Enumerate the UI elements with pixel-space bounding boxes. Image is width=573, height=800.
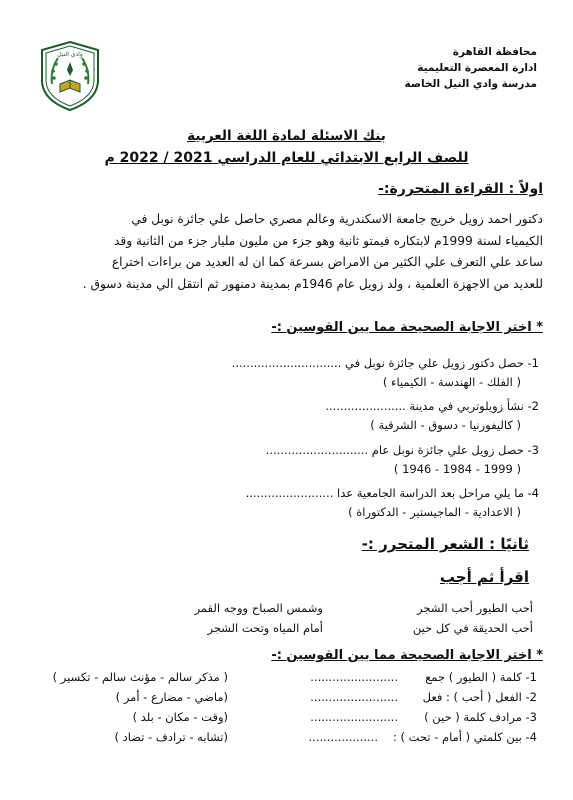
passage-line: الكيمياء لسنة 1999م لابتكاره فيمتو ثانية وهو جزء من مليون مليار جزء من الثانية وقد [114, 233, 543, 248]
passage-line: ساعد علي التعرف علي الكثير من الامراض بسرعة كما ان له العديد من براءات اختراع [111, 255, 543, 269]
poetry-question-4-options: (تشابه - ترادف - تضاد ) [114, 730, 228, 744]
passage-line: دكتور احمد زويل خريج جامعة الاسكندرية وعالم مصري حاصل علي جائزة نوبل في [131, 212, 543, 226]
question-text: 3- حصل زويل علي جائزة نوبل عام ............................ [265, 443, 539, 457]
reading-passage [27, 209, 543, 295]
poetry-question-2-dots: ........................ [310, 690, 398, 704]
question-options: ( الاعدادية - الماجيستير - الدكتوراة ) [348, 505, 521, 519]
logo-text: وادي النيل [57, 51, 83, 58]
poetry-question-4-text: 4- بين كلمتي ( أمام - تحت ) : [392, 730, 537, 744]
reading-heading: اولاً : القراءة المتحررة:- [378, 181, 543, 197]
poetry-question-3-options: (وقت - مكان - بلد ) [132, 710, 228, 724]
poetry-question-4-dots: ................... [308, 730, 378, 744]
poetry-question-2-options: (ماضي - مضارع - أمر ) [115, 690, 228, 704]
poetry-question-1-options: ( مذكر سالم - مؤنث سالم - تكسير ) [52, 670, 228, 684]
question-options: ( الفلك - الهندسة - الكيمياء ) [382, 375, 521, 389]
question-text: 1- حصل دكتور زويل علي جائزة نوبل في .............................. [231, 356, 539, 370]
governorate-line: محافظة القاهرة [452, 46, 537, 58]
passage-line: للعديد من الاجهزة العلمية ، ولد زويل عام 1946م بمدينة دمنهور ثم انتقل الي مدينة دسوق . [82, 276, 543, 291]
poetry-question-3-dots: ........................ [310, 710, 398, 724]
reading-question-1 [232, 354, 539, 392]
poetry-question-1-text: 1- كلمة ( الطيور ) جمع [425, 670, 537, 684]
poetry-heading: ثانيًا : الشعر المتحرر :- [361, 535, 529, 553]
poetry-question-2-text: 2- الفعل ( أحب ) : فعل [422, 690, 537, 704]
poetry-instruction: * اختر الاجابة الصحيحة مما بين القوسين :- [271, 648, 543, 663]
document-title: بنك الاسئلة لمادة اللغة العربية [187, 128, 386, 144]
school-header [405, 44, 537, 92]
poetry-question-1-dots: ........................ [310, 670, 398, 684]
reading-question-4 [246, 484, 539, 522]
poetry-subheading: اقرأ ثم أجب [439, 568, 529, 586]
school-logo-icon [38, 40, 102, 112]
verse-2-left: أمام المياه وتحت الشجر [207, 621, 323, 635]
document-subtitle: للصف الرابع الابتدائي للعام الدراسي 2021 / 2022 م [104, 150, 469, 166]
reading-question-2 [325, 397, 539, 435]
administration-line: ادارة المعصرة التعليمية [417, 62, 537, 74]
verse-2-right: أحب الحديقة في كل حين [412, 621, 533, 635]
question-options: ( كاليفورنيا - دسوق - الشرقية ) [370, 418, 521, 432]
reading-instruction: * اختر الاجابة الصحيحة مما بين القوسين :- [271, 320, 543, 335]
question-options: ( 1999 - 1984 - 1946 ) [393, 462, 521, 476]
verse-1-right: أحب الطيور أحب الشجر [417, 601, 533, 615]
poetry-question-3-text: 3- مرادف كلمة ( حين ) [424, 710, 537, 724]
question-text: 4- ما يلي مراحل بعد الدراسة الجامعية عدا ........................ [245, 486, 539, 500]
verse-1-left: وشمس الصباح ووجه القمر [194, 601, 323, 615]
school-name-line: مدرسة وادي النيل الخاصة [404, 78, 537, 90]
question-text: 2- نشأ زويلوتربي في مدينة ...................... [325, 399, 539, 413]
reading-question-3 [266, 441, 539, 479]
